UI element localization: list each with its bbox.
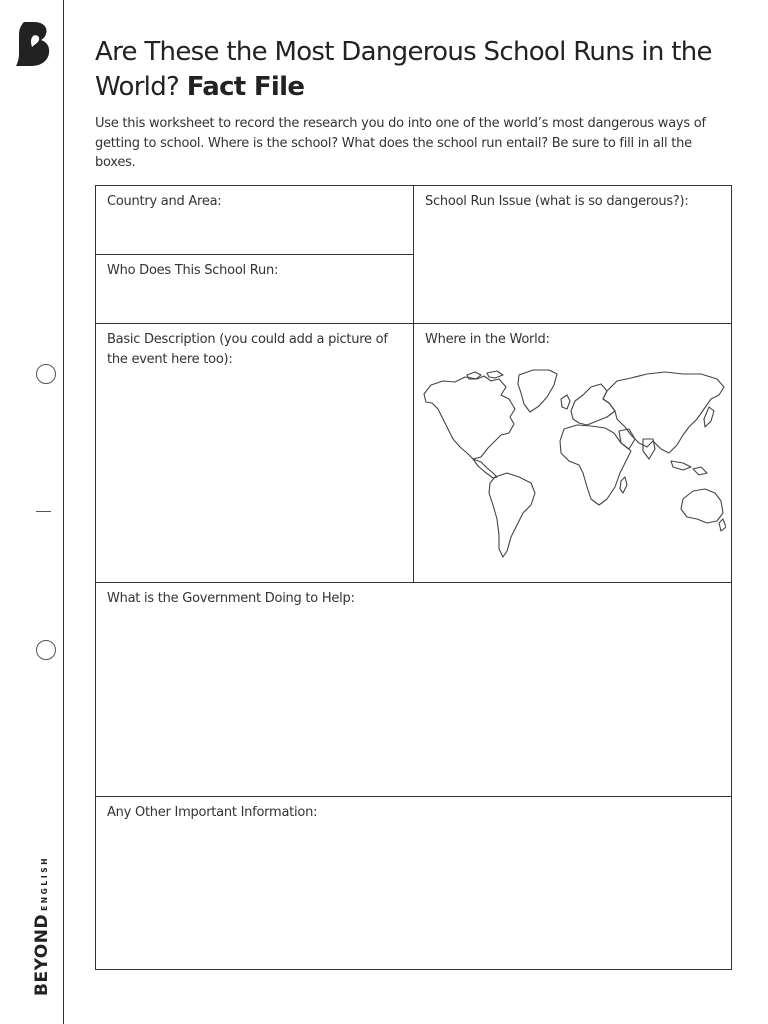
other-info-box[interactable] — [95, 796, 732, 970]
brand-wordmark — [32, 856, 52, 996]
punch-hole-bottom — [36, 640, 56, 660]
fold-mark — [36, 511, 51, 512]
issue-box[interactable] — [413, 185, 732, 324]
who-label: Who Does This School Run: — [107, 263, 279, 278]
government-box[interactable] — [95, 582, 732, 797]
intro-text: Use this worksheet to record the research you do into one of the world’s most dangerous ways of getting to school. Where is the school? What does the school run entail? Be sure to fill in all the boxes. — [95, 116, 706, 170]
description-label: Basic Description (you could add a picture of the event here too): — [107, 332, 388, 367]
world-map-outline-icon — [421, 369, 726, 559]
fact-file-grid — [95, 185, 732, 970]
page-title-bold: Fact File — [186, 72, 305, 102]
page-title — [95, 35, 745, 105]
margin-rule — [63, 0, 64, 1024]
brand-name: BEYOND — [32, 913, 52, 996]
page-title-text: Are These the Most Dangerous School Runs in the World? — [95, 37, 712, 102]
government-label: What is the Government Doing to Help: — [107, 591, 355, 606]
description-box[interactable] — [95, 323, 414, 583]
country-label: Country and Area: — [107, 194, 222, 209]
punch-hole-top — [36, 364, 56, 384]
where-label: Where in the World: — [425, 332, 550, 347]
brand-subname: ENGLISH — [40, 855, 49, 911]
who-box[interactable] — [95, 254, 414, 324]
beyond-b-logo-icon — [15, 22, 51, 66]
issue-label: School Run Issue (what is so dangerous?): — [425, 194, 689, 209]
country-box[interactable] — [95, 185, 414, 255]
where-box[interactable] — [413, 323, 732, 583]
other-info-label: Any Other Important Information: — [107, 805, 318, 820]
